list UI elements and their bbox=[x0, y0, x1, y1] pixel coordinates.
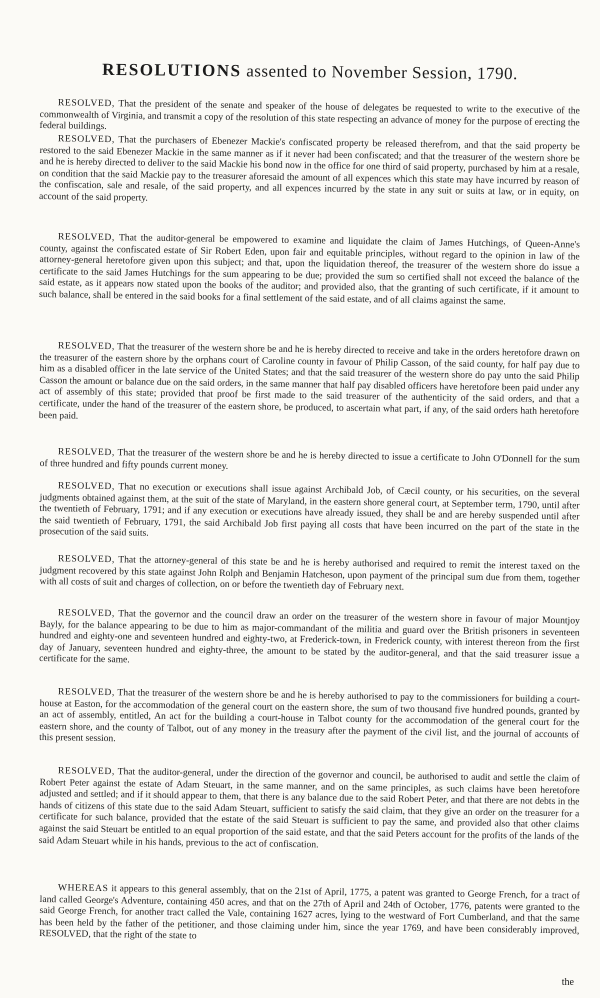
resolution-paragraph bbox=[39, 133, 580, 211]
whereas-paragraph bbox=[39, 882, 580, 948]
paragraph-text: That the purchasers of Ebenezer Mackie's confiscated property be released therefrom, and that the said property be restored to the said Ebenezer Mackie in the same manner as if it never had been confiscated; and that the treasurer of the western shore be and he is hereby directed to deliver to the said Mackie his bond now in the office for one third of said property, purchased by him at a resale, on condition that the said Mackie pay to the treasurer aforesaid the amount of all expences which this state may have incurred by reason of the confiscation, sale and resale, of the said property, and all expences incurred by the state in any suit or suits at law, or in equity, on account of the said property. bbox=[38, 134, 580, 204]
paragraph-lead: RESOLVED, bbox=[57, 607, 116, 620]
resolution-paragraph bbox=[39, 340, 580, 430]
title-rest: assented to November Session, 1790. bbox=[241, 61, 518, 84]
paragraph-lead: RESOLVED, bbox=[57, 553, 116, 566]
paragraph-text: That the treasurer of the western shore be and he is hereby authorised to pay to the commissioners for building a court-house at Easton, for the accommodation of the general court on the eastern shore, the sum of two thousand five hundred pounds, granted by an act of assembly, entitled, An act for the building a court-house in Talbot county for the accommodation of the general court for the eastern shore, and the county of Talbot, out of any money in the treasury after the payment of the civil list, and the journal of accounts of this present session. bbox=[39, 687, 580, 745]
resolution-paragraph bbox=[39, 607, 580, 673]
paragraph-lead: WHEREAS bbox=[57, 882, 109, 895]
resolution-paragraph bbox=[39, 765, 580, 855]
paragraph-lead: RESOLVED, bbox=[57, 133, 116, 146]
paragraph-lead: RESOLVED, bbox=[57, 97, 116, 110]
paragraph-lead: RESOLVED, bbox=[57, 231, 116, 244]
paragraph-text: That the treasurer of the western shore be and he is hereby directed to receive and take in the orders heretofore drawn on the treasurer of the eastern shore by the orphans court of Caroline county in favour of Philip Casson, of the said county, for half pay due to him as a disabled officer in the late service of the United States; and that the said treasurer of the western shore do pay unto the said Philip Casson the amount or balance due on the said orders, in the same manner that half pay disabled officers have heretofore been paid under any act of assembly of this state; provided that proof be first made to the said treasurer of the authenticity of the said orders, and that a certificate, under the hand of the treasurer of the eastern shore, be produced, to ascertain what part, if any, of the said orders hath heretofore been paid. bbox=[38, 341, 580, 422]
title-caps: RESOLUTIONS bbox=[102, 59, 242, 81]
paragraph-text: That the auditor-general be empowered to examine and liquidate the claim of James Hutchings, of Queen-Anne's county, against the confiscated estate of Sir Robert Eden, upon fair and equitable principles, without regard to the opinion in law of the attorney-general heretofore given upon this subject; and that, upon the liquidation thereof, the treasurer of the western shore do issue a certificate to the said James Hutchings for the sum appearing to be due; provided the sum so certified shall not exceed the balance of the said estate, as it appears now stated upon the books of the auditor; and provided also, that the granting of such certificate, if it amount to such balance, shall be entered in the said books for a final settlement of the said estate, and of all claims against the same. bbox=[38, 232, 580, 308]
paragraph-text: That no execution or executions shall issue against Archibald Job, of Cæcil county, or his securities, on the several judgments obtained against them, at the suit of the state of Maryland, in the eastern shore general court, at September term, 1790, until after the twentieth of February, 1791; and if any execution or executions have already issued, they shall be and are hereby suspended until after the said twentieth of February, 1791, the said Archibald Job first paying all costs that have been incurred on the part of the state in the prosecution of the said suits. bbox=[39, 481, 580, 540]
paragraph-text: That the treasurer of the western shore be and he is hereby directed to issue a certificate to John O'Donnell for the sum of three hundred and fifty pounds current money. bbox=[39, 447, 580, 472]
paragraph-lead: RESOLVED, bbox=[57, 340, 116, 353]
resolution-paragraph bbox=[39, 231, 580, 309]
paragraph-text: That the auditor-general, under the direction of the governor and council, be authorised to audit and settle the claim of Robert Peter against the estate of Adam Steuart, in the same manner, and on the same principles, as such claims have been heretofore adjusted and settled; and if it should appear to them, that there is any balance due to the said Robert Peter, and that there are not debts in the hands of citizens of this state due to the said Adam Steuart, sufficient to satisfy the said claim, that they give an order on the treasurer for a certificate for such balance, provided that the estate of the said Steuart is sufficient to pay the same, and provided also that other claims against the said Steuart be entitled to an equal proportion of the said estate, and that the said Peters account for the profits of the lands of the said Adam Steuart while in his hands, previous to the act of confiscation. bbox=[38, 766, 580, 850]
paragraph-lead: RESOLVED, bbox=[57, 686, 116, 699]
resolution-paragraph bbox=[40, 446, 580, 478]
paragraph-lead: RESOLVED, bbox=[57, 765, 116, 778]
catchword: the bbox=[561, 977, 574, 988]
resolution-paragraph bbox=[39, 480, 580, 546]
paragraph-text: That the attorney-general of this state be and he is hereby authorised and required to remit the interest taxed on the judgment recovered by this state against John Rolph and Benjamin Hatcheson, upon payment of the principal sum due from them, together with all costs of suit and charges of collection, on or before the twentieth day of February next. bbox=[39, 554, 580, 593]
resolution-paragraph bbox=[39, 686, 580, 752]
paragraph-text: it appears to this general assembly, that on the 21st of April, 1775, a patent was granted to George French, for a tract of land called George's Adventure, containing 450 acres, and that on the 27th of April and 24th of October, 1776, patents were granted to the said George French, for another tract called the Vale, containing 1627 acres, lying to the westward of Fort Cumberland, and that the same has been held by the father of the petitioner, and those claiming under him, since the year 1769, and have been considerably improved, RESOLVED, that the right of the state to bbox=[39, 883, 580, 942]
resolution-paragraph bbox=[39, 553, 579, 596]
page-title bbox=[60, 59, 560, 84]
paragraph-text: That the governor and the council draw an order on the treasurer of the western shore in favour of major Mountjoy Bayly, for the balance appearing to be due to him as major-commandant of the militia and guard over the British prisoners in seventeen hundred and eighty-one and seventeen hundred and eighty-two, at Frederick-town, in Frederick county, with interest thereon from the first day of January, seventeen hundred and eighty-three, the amount to be stated by the auditor-general, and that the said treasurer issue a certificate for the same. bbox=[39, 608, 580, 666]
paragraph-lead: RESOLVED, bbox=[57, 446, 116, 459]
paragraph-text: That the president of the senate and speaker of the house of delegates be requested to write to the executive of the commonwealth of Virginia, and transmit a copy of the resolution of this state respecting an advance of money for the purpose of erecting the federal buildings. bbox=[39, 98, 580, 133]
paragraph-lead: RESOLVED, bbox=[57, 480, 116, 493]
